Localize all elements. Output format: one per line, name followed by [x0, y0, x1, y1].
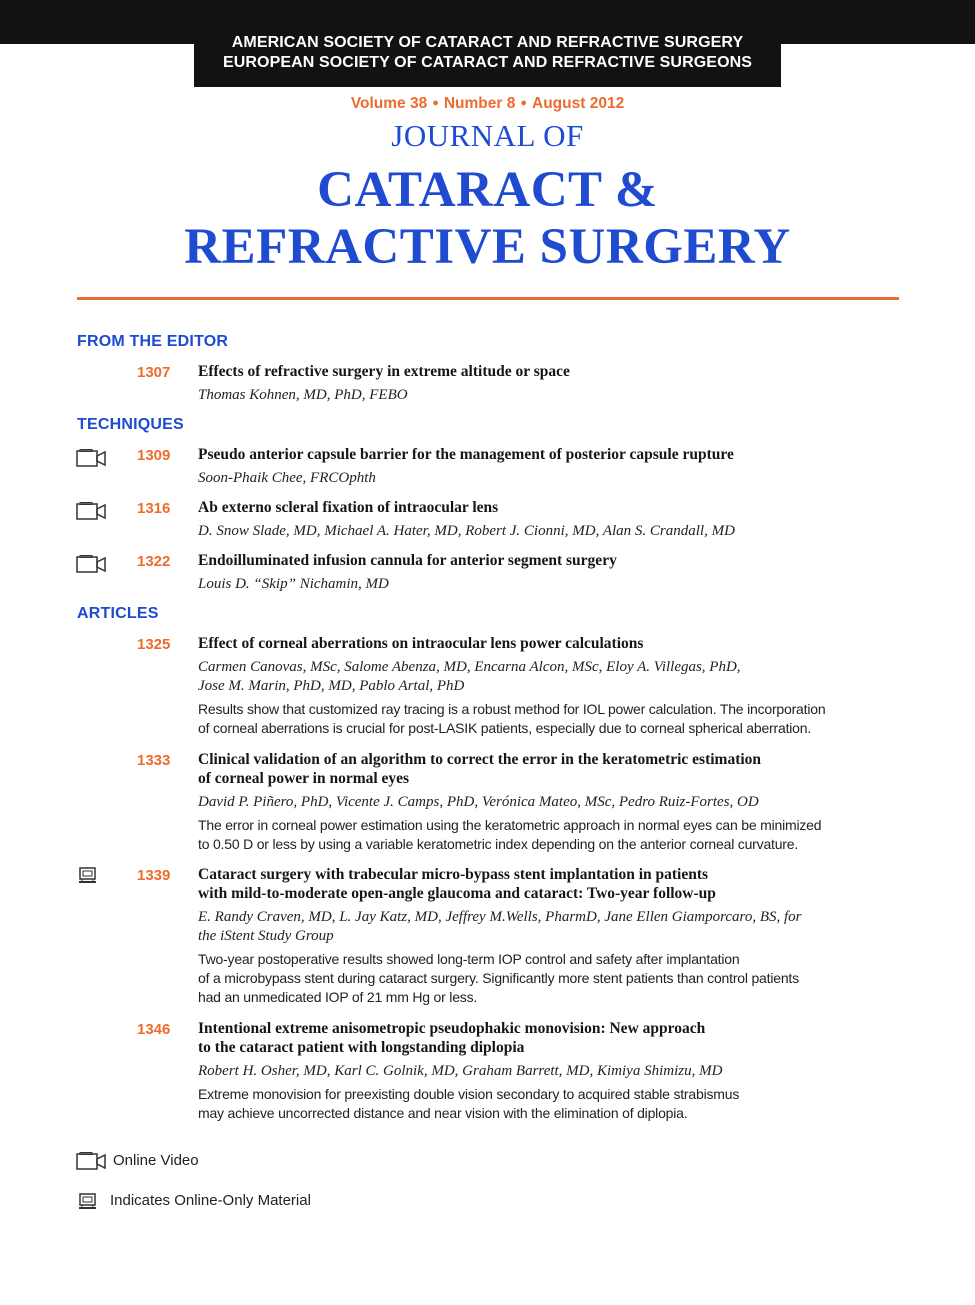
article-title[interactable]	[198, 750, 838, 788]
bullet-icon: ●	[432, 97, 439, 109]
summary-line: of corneal aberrations is crucial for post-LASIK patients, especially due to corneal spherical aberration.	[198, 720, 812, 736]
title-line: Cataract surgery with trabecular micro-bypass stent implantation in patients	[198, 866, 709, 883]
article-authors	[198, 908, 838, 946]
video-camera-icon	[76, 1152, 106, 1176]
summary-line: had an unmedicated IOP of 21 mm Hg or less.	[198, 989, 478, 1005]
video-camera-icon[interactable]	[76, 449, 106, 474]
article-authors: Soon-Phaik Chee, FRCOphth	[198, 470, 376, 486]
orange-divider	[77, 297, 899, 300]
bullet-icon: ●	[520, 97, 528, 109]
article-title[interactable]: Ab externo scleral fixation of intraocular lens	[198, 499, 499, 516]
issue-date: August 2012	[532, 95, 625, 112]
number: Number 8	[443, 95, 516, 112]
summary-line: Results show that customized ray tracing is a robust method for IOL power calculation. The incorporation	[198, 701, 826, 717]
page-number: 1307	[137, 364, 171, 381]
society-banner	[194, 30, 781, 87]
page-number: 1333	[137, 752, 171, 769]
authors-line: Jose M. Marin, PhD, MD, Pablo Artal, PhD	[198, 678, 465, 694]
page-number: 1309	[137, 447, 171, 464]
section-articles: ARTICLES	[77, 605, 159, 622]
legend-online-only-label: Indicates Online-Only Material	[110, 1192, 311, 1209]
article-summary	[198, 816, 838, 854]
article-title[interactable]	[198, 1019, 838, 1057]
article-summary	[198, 1085, 838, 1123]
authors-line: Carmen Canovas, MSc, Salome Abenza, MD, Encarna Alcon, MSc, Eloy A. Villegas, PhD,	[198, 659, 741, 675]
authors-line: the iStent Study Group	[198, 928, 334, 944]
summary-line: Two-year postoperative results showed long-term IOP control and safety after implantation	[198, 951, 740, 967]
title-line: Clinical validation of an algorithm to correct the error in the keratometric estimation	[198, 751, 762, 768]
title-line: with mild-to-moderate open-angle glaucoma and cataract: Two-year follow-up	[198, 885, 716, 902]
article-authors: David P. Piñero, PhD, Vicente J. Camps, PhD, Verónica Mateo, MSc, Pedro Ruiz-Fortes, OD	[198, 794, 759, 810]
article-authors: Louis D. “Skip” Nichamin, MD	[198, 576, 389, 592]
video-camera-icon[interactable]	[76, 555, 106, 580]
page-number: 1346	[137, 1021, 171, 1038]
summary-line: may achieve uncorrected distance and near vision with the elimination of diplopia.	[198, 1105, 688, 1121]
society-line-2: EUROPEAN SOCIETY OF CATARACT AND REFRACTIVE SURGEONS	[222, 54, 753, 71]
summary-line: Extreme monovision for preexisting double vision secondary to acquired stable strabismus	[198, 1086, 740, 1102]
article-title[interactable]: Effect of corneal aberrations on intraocular lens power calculations	[198, 635, 644, 652]
article-summary	[198, 950, 838, 1007]
online-only-icon	[78, 1192, 98, 1216]
title-line: to the cataract patient with longstanding diplopia	[198, 1039, 525, 1056]
article-authors: Thomas Kohnen, MD, PhD, FEBO	[198, 387, 408, 403]
article-authors: D. Snow Slade, MD, Michael A. Hater, MD, Robert J. Cionni, MD, Alan S. Crandall, MD	[198, 523, 735, 539]
summary-line: of a microbypass stent during cataract surgery. Significantly more stent patients than control patients	[198, 970, 799, 986]
legend-video-label: Online Video	[113, 1152, 199, 1169]
page-number: 1316	[137, 500, 171, 517]
title-line: Intentional extreme anisometropic pseudophakic monovision: New approach	[198, 1020, 706, 1037]
society-line-1: AMERICAN SOCIETY OF CATARACT AND REFRACTIVE SURGERY	[231, 34, 744, 51]
title-line: of corneal power in normal eyes	[198, 770, 410, 787]
summary-line: The error in corneal power estimation using the keratometric approach in normal eyes can be minimized	[198, 817, 822, 833]
volume: Volume 38	[350, 95, 428, 112]
article-title[interactable]: Pseudo anterior capsule barrier for the management of posterior capsule rupture	[198, 446, 734, 463]
article-summary	[198, 700, 838, 738]
video-camera-icon[interactable]	[76, 502, 106, 527]
article-authors	[198, 658, 838, 696]
journal-title-line-1: CATARACT &	[317, 162, 658, 218]
section-techniques: TECHNIQUES	[77, 416, 184, 433]
page-number: 1325	[137, 636, 171, 653]
issue-info	[0, 95, 975, 113]
article-authors: Robert H. Osher, MD, Karl C. Golnik, MD, Graham Barrett, MD, Kimiya Shimizu, MD	[198, 1063, 723, 1079]
authors-line: E. Randy Craven, MD, L. Jay Katz, MD, Jeffrey M.Wells, PharmD, Jane Ellen Giamporcaro, BS, for	[198, 909, 802, 925]
article-title[interactable]: Effects of refractive surgery in extreme altitude or space	[198, 363, 570, 380]
journal-of: JOURNAL OF	[391, 118, 584, 153]
article-title[interactable]	[198, 865, 838, 903]
section-from-the-editor: FROM THE EDITOR	[77, 333, 229, 350]
page-number: 1322	[137, 553, 171, 570]
online-only-icon[interactable]	[78, 866, 98, 891]
article-title[interactable]: Endoilluminated infusion cannula for anterior segment surgery	[198, 552, 617, 569]
page-number: 1339	[137, 867, 171, 884]
summary-line: to 0.50 D or less by using a variable keratometric index depending on the anterior corneal curvature.	[198, 836, 799, 852]
journal-title-line-2: REFRACTIVE SURGERY	[184, 219, 791, 275]
